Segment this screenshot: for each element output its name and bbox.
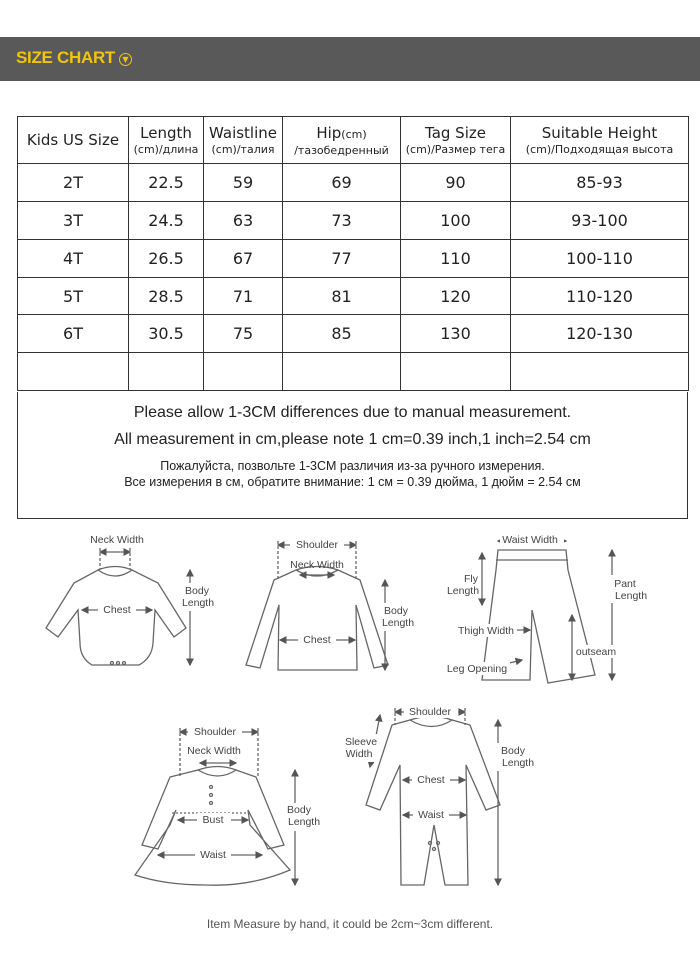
shirt-chest-label: Chest [303,634,331,646]
romper-illustration [366,708,500,885]
table-cell-empty [129,353,204,391]
shirt-length-label: Length [381,617,415,629]
table-cell: 130 [401,315,511,353]
header-suitable-height: Suitable Height (cm)/Подходящая высота [511,117,689,164]
bodysuit-body-label: Body [185,585,209,597]
table-cell: 120-130 [511,315,689,353]
pants-outseam-label: outseam [575,646,617,658]
note-line: Please allow 1-3CM differences due to manual measurement. [133,404,572,421]
header-length: Length (cm)/длина [129,117,204,164]
note-line-ru: Пожалуйста, позвольте 1-3CM различия из-за ручного измерения. [160,459,545,473]
table-cell: 110 [401,240,511,278]
table-row [18,315,689,353]
table-row [18,278,689,315]
table-cell: 85-93 [511,164,689,202]
measurement-notes [17,392,688,519]
header-hip: Hip(cm) /тазобедренный [283,117,401,164]
measurement-diagram [0,525,700,905]
table-cell-empty [511,353,689,391]
table-cell: 28.5 [129,278,204,315]
table-cell: 22.5 [129,164,204,202]
table-cell-empty [283,353,401,391]
shirt-body-label: Body [384,605,408,617]
table-cell-empty [204,353,283,391]
table-cell: 4T [18,240,129,278]
romper-shoulder-label: Shoulder [408,706,452,718]
pants-leg-label: Leg Opening [446,663,508,675]
table-cell: 59 [204,164,283,202]
table-cell: 100-110 [511,240,689,278]
table-cell: 85 [283,315,401,353]
table-cell: 2T [18,164,129,202]
pants-waist-label: Waist Width [502,534,558,546]
table-cell: 24.5 [129,202,204,240]
table-row [18,202,689,240]
table-cell-empty [401,353,511,391]
dress-length-label: Length [287,816,321,828]
bodysuit-chest-label: Chest [103,604,131,616]
shirt-neck-label: Neck Width [290,559,344,571]
bodysuit-length-label: Length [181,597,215,609]
table-cell: 71 [204,278,283,315]
table-cell: 93-100 [511,202,689,240]
table-cell: 120 [401,278,511,315]
table-cell: 73 [283,202,401,240]
table-cell: 100 [401,202,511,240]
romper-sleeve-width-label: Width [345,748,373,760]
table-cell: 6T [18,315,129,353]
table-cell: 90 [401,164,511,202]
size-table [17,116,689,391]
dress-neck-label: Neck Width [187,745,241,757]
table-cell: 30.5 [129,315,204,353]
table-cell: 26.5 [129,240,204,278]
pants-pant-label: Pant [614,578,636,590]
romper-chest-label: Chest [417,774,445,786]
table-row [18,164,689,202]
dress-shoulder-label: Shoulder [193,726,237,738]
table-cell: 5T [18,278,129,315]
chevron-down-circle-icon: ▼ [119,53,132,66]
table-cell: 77 [283,240,401,278]
pants-pant-length-label: Length [614,590,648,602]
romper-length-label: Length [501,757,535,769]
table-cell: 69 [283,164,401,202]
bodysuit-neck-label: Neck Width [90,534,144,546]
header-waistline: Waistline (cm)/талия [204,117,283,164]
romper-body-label: Body [501,745,525,757]
romper-waist-label: Waist [418,809,444,821]
pants-fly-length-label: Length [446,585,480,597]
pants-illustration [480,541,612,683]
table-cell: 67 [204,240,283,278]
table-row [18,240,689,278]
header-tag-size: Tag Size (cm)/Размер тега [401,117,511,164]
size-chart-header [0,37,700,81]
table-header-row [18,117,689,164]
dress-bust-label: Bust [202,814,224,826]
table-cell: 3T [18,202,129,240]
pants-fly-label: Fly [464,573,478,585]
size-chart-title: SIZE CHART [16,48,116,67]
pants-thigh-label: Thigh Width [457,625,515,637]
note-line: All measurement in cm,please note 1 cm=0.39 inch,1 inch=2.54 cm [114,431,591,448]
footer-note: Item Measure by hand, it could be 2cm~3cm different. [206,917,494,931]
dress-body-label: Body [287,804,311,816]
table-cell: 75 [204,315,283,353]
shirt-shoulder-label: Shoulder [295,539,339,551]
table-cell: 110-120 [511,278,689,315]
romper-sleeve-label: Sleeve [344,736,378,748]
dress-waist-label: Waist [200,849,226,861]
table-cell: 63 [204,202,283,240]
table-cell-empty [18,353,129,391]
table-cell: 81 [283,278,401,315]
header-kids-size: Kids US Size [18,117,129,164]
note-line-ru: Все измерения в см, обратите внимание: 1 см = 0.39 дюйма, 1 дюйм = 2.54 см [124,475,581,489]
table-row-empty [18,353,689,391]
